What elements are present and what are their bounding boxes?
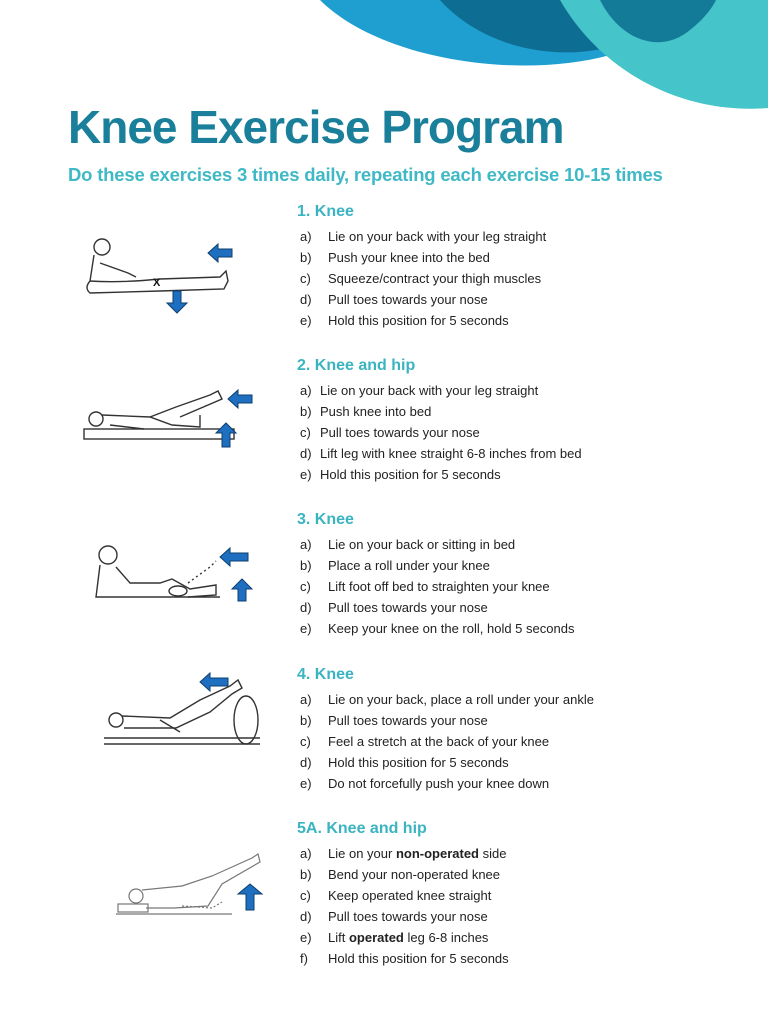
exercise-illustration <box>100 672 265 752</box>
step-item: e) Hold this position for 5 seconds <box>300 313 509 328</box>
knee-mark: X <box>153 277 161 289</box>
arrow-down-icon <box>167 291 187 313</box>
step-item: d) Pull toes towards your nose <box>300 292 488 307</box>
step-item: c) Lift foot off bed to straighten your knee <box>300 579 550 594</box>
step-item: c) Feel a stretch at the back of your knee <box>300 734 550 749</box>
step-item: d) Pull toes towards your nose <box>300 909 488 924</box>
exercise-illustration <box>80 233 250 315</box>
step-item: a) Lie on your non-operated side <box>300 846 507 861</box>
page-subtitle: Do these exercises 3 times daily, repeating each exercise 10-15 times <box>68 164 663 185</box>
exercise-title: 2. Knee and hip <box>297 357 416 374</box>
step-list <box>300 689 594 794</box>
arrow-left-icon <box>220 548 248 566</box>
arrow-up-icon <box>238 884 262 910</box>
step-list <box>300 380 582 485</box>
step-item: c) Pull toes towards your nose <box>300 425 480 440</box>
step-item: a) Lie on your back, place a roll under your ankle <box>300 692 594 707</box>
step-list <box>300 226 546 331</box>
step-item: a) Lie on your back or sitting in bed <box>300 537 516 552</box>
step-item: c) Keep operated knee straight <box>300 888 492 903</box>
exercise-illustration <box>112 850 272 920</box>
step-item: b) Push knee into bed <box>300 404 432 419</box>
exercise-illustration <box>90 543 260 605</box>
step-item: d) Pull toes towards your nose <box>300 600 488 615</box>
step-item: b) Push your knee into the bed <box>300 250 490 265</box>
step-item: a) Lie on your back with your leg straight <box>300 229 547 244</box>
step-list <box>300 843 509 969</box>
exercise-title: 4. Knee <box>297 666 354 683</box>
step-item: d) Hold this position for 5 seconds <box>300 755 509 770</box>
exercise-title: 1. Knee <box>297 203 354 220</box>
step-item: d) Lift leg with knee straight 6-8 inches from bed <box>300 446 582 461</box>
step-item: e) Lift operated leg 6-8 inches <box>300 930 489 945</box>
step-list <box>300 534 574 639</box>
step-item: e) Keep your knee on the roll, hold 5 seconds <box>300 621 575 636</box>
arrow-left-icon <box>208 244 232 262</box>
exercise-illustration <box>80 385 260 449</box>
exercise-title: 5A. Knee and hip <box>297 820 427 837</box>
step-item: a) Lie on your back with your leg straight <box>300 383 539 398</box>
arrow-left-icon <box>228 390 252 408</box>
step-item: b) Place a roll under your knee <box>300 558 490 573</box>
arrow-up-icon <box>232 579 252 601</box>
exercise-title: 3. Knee <box>297 511 354 528</box>
step-item: b) Bend your non-operated knee <box>300 867 501 882</box>
page-title: Knee Exercise Program <box>68 101 564 153</box>
arrow-up-icon <box>216 423 236 447</box>
step-item: e) Hold this position for 5 seconds <box>300 467 501 482</box>
step-item: f) Hold this position for 5 seconds <box>300 951 509 966</box>
step-item: b) Pull toes towards your nose <box>300 713 488 728</box>
step-item: e) Do not forcefully push your knee down <box>300 776 550 791</box>
step-item: c) Squeeze/contract your thigh muscles <box>300 271 542 286</box>
